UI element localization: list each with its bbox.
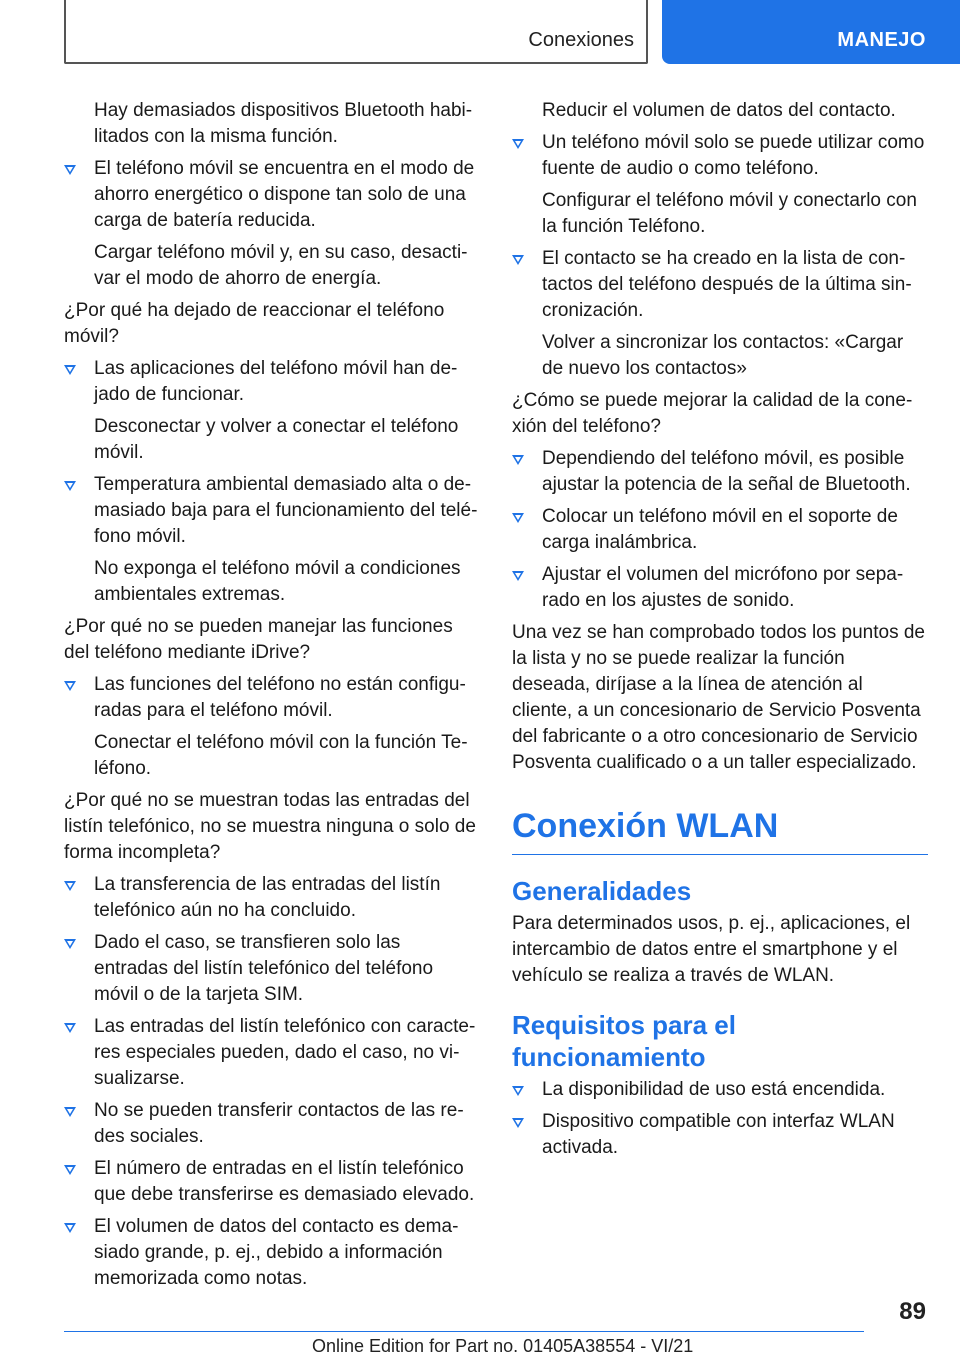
remedy-text: Conectar el teléfono móvil con la función Teléfono. — [94, 732, 468, 779]
bullet-text: La transferencia de las entradas del listín telefónico aún no ha concluido. — [94, 874, 441, 921]
triangle-bullet-icon — [512, 571, 524, 581]
bullet-text: Dispositivo compatible con interfaz WLAN activada. — [542, 1111, 895, 1158]
footer-divider — [64, 1331, 864, 1332]
bullet-text: Dado el caso, se transfieren solo las entradas del listín telefónico del teléfono móvil o de la tarjeta SIM. — [94, 932, 434, 1005]
bullet-text: No se pueden transferir contactos de las redes sociales. — [94, 1100, 464, 1147]
triangle-bullet-icon — [64, 365, 76, 375]
question-text: ¿Por qué no se muestran todas las entradas del listín telefónico, no se muestra ninguna o solo de forma incompleta? — [64, 790, 476, 863]
triangle-bullet-icon — [64, 681, 76, 691]
triangle-bullet-icon — [64, 881, 76, 891]
bullet-item — [64, 930, 478, 1008]
triangle-bullet-icon — [64, 939, 76, 949]
footer-edition: Online Edition for Part no. 01405A38554 - VI/21 — [312, 1336, 694, 1356]
bullet-item — [64, 156, 478, 234]
question-text: ¿Cómo se puede mejorar la calidad de la conexión del teléfono? — [512, 390, 913, 437]
header-chapter-tab[interactable] — [662, 0, 960, 64]
triangle-bullet-icon — [512, 255, 524, 265]
remedy-text: Reducir el volumen de datos del contacto. — [542, 100, 896, 121]
triangle-bullet-icon — [512, 455, 524, 465]
bullet-item — [512, 1077, 928, 1103]
header-chapter-label: MANEJO — [837, 29, 926, 51]
bullet-text: Las entradas del listín telefónico con caracteres especiales pueden, dado el caso, no visualizarse. — [94, 1016, 476, 1089]
bullet-item — [64, 1214, 478, 1292]
bullet-item — [512, 562, 928, 614]
triangle-bullet-icon — [512, 1118, 524, 1128]
question-text: ¿Por qué ha dejado de reaccionar el teléfono móvil? — [64, 300, 445, 347]
bullet-text: Ajustar el volumen del micrófono por separado en los ajustes de sonido. — [542, 564, 904, 611]
bullet-text: Las funciones del teléfono no están configuradas para el teléfono móvil. — [94, 674, 466, 721]
triangle-bullet-icon — [512, 139, 524, 149]
body-paragraph: Para determinados usos, p. ej., aplicaciones, el intercambio de datos entre el smartphone y el vehículo se realiza a través de WLAN. — [512, 913, 911, 986]
triangle-bullet-icon — [512, 513, 524, 523]
header-section-title: Conexiones — [528, 29, 634, 51]
bullet-text: Colocar un teléfono móvil en el soporte de carga inalámbrica. — [542, 506, 898, 553]
triangle-bullet-icon — [64, 1107, 76, 1117]
subsection-heading: Generalidades — [512, 876, 692, 906]
triangle-bullet-icon — [512, 1086, 524, 1096]
remedy-text: Cargar teléfono móvil y, en su caso, desactivar el modo de ahorro de energía. — [94, 242, 468, 289]
subsection-heading: Requisitos para el funcionamiento — [512, 1010, 736, 1072]
remedy-text: Hay demasiados dispositivos Bluetooth habilitados con la misma función. — [94, 100, 473, 147]
body-paragraph: Una vez se han comprobado todos los puntos de la lista y no se puede realizar la función deseada, diríjase a la línea de atención al cliente, a un concesionario de Servicio Posventa del fabricante o a otro concesionario de Servicio Posventa cualificado o a un taller especializado. — [512, 622, 925, 773]
bullet-text: Dependiendo del teléfono móvil, es posible ajustar la potencia de la señal de Bluetooth. — [542, 448, 911, 495]
bullet-item — [64, 356, 478, 408]
bullet-item — [512, 446, 928, 498]
bullet-text: Temperatura ambiental demasiado alta o demasiado baja para el funcionamiento del teléfono móvil. — [94, 474, 478, 547]
bullet-text: El número de entradas en el listín telefónico que debe transferirse es demasiado elevado. — [94, 1158, 475, 1205]
triangle-bullet-icon — [64, 165, 76, 175]
bullet-text: El volumen de datos del contacto es demasiado grande, p. ej., debido a información memorizada como notas. — [94, 1216, 459, 1289]
remedy-text: Desconectar y volver a conectar el teléfono móvil. — [94, 416, 459, 463]
triangle-bullet-icon — [64, 1023, 76, 1033]
bullet-item — [64, 1098, 478, 1150]
bullet-text: El contacto se ha creado en la lista de contactos del teléfono después de la última sincronización. — [542, 248, 912, 321]
bullet-item — [64, 872, 478, 924]
triangle-bullet-icon — [64, 1165, 76, 1175]
section-heading: Conexión WLAN — [512, 806, 928, 855]
question-text: ¿Por qué no se pueden manejar las funciones del teléfono mediante iDrive? — [64, 616, 453, 663]
bullet-item — [512, 130, 928, 182]
header-section-box — [64, 0, 648, 64]
bullet-item — [64, 472, 478, 550]
bullet-item — [512, 1109, 928, 1161]
remedy-text: Configurar el teléfono móvil y conectarlo con la función Teléfono. — [542, 190, 917, 237]
bullet-item — [64, 1156, 478, 1208]
right-column — [512, 98, 928, 1167]
triangle-bullet-icon — [64, 481, 76, 491]
bullet-item — [64, 672, 478, 724]
bullet-text: Un teléfono móvil solo se puede utilizar como fuente de audio o como teléfono. — [542, 132, 925, 179]
bullet-item — [512, 246, 928, 324]
left-column — [64, 98, 478, 1298]
bullet-text: Las aplicaciones del teléfono móvil han dejado de funcionar. — [94, 358, 458, 405]
bullet-text: La disponibilidad de uso está encendida. — [542, 1079, 886, 1100]
page-number: 89 — [899, 1298, 926, 1325]
remedy-text: Volver a sincronizar los contactos: «Cargar de nuevo los contactos» — [542, 332, 904, 379]
bullet-item — [64, 1014, 478, 1092]
triangle-bullet-icon — [64, 1223, 76, 1233]
remedy-text: No exponga el teléfono móvil a condiciones ambientales extremas. — [94, 558, 461, 605]
bullet-text: El teléfono móvil se encuentra en el modo de ahorro energético o dispone tan solo de una carga de batería reducida. — [94, 158, 475, 231]
bullet-item — [512, 504, 928, 556]
